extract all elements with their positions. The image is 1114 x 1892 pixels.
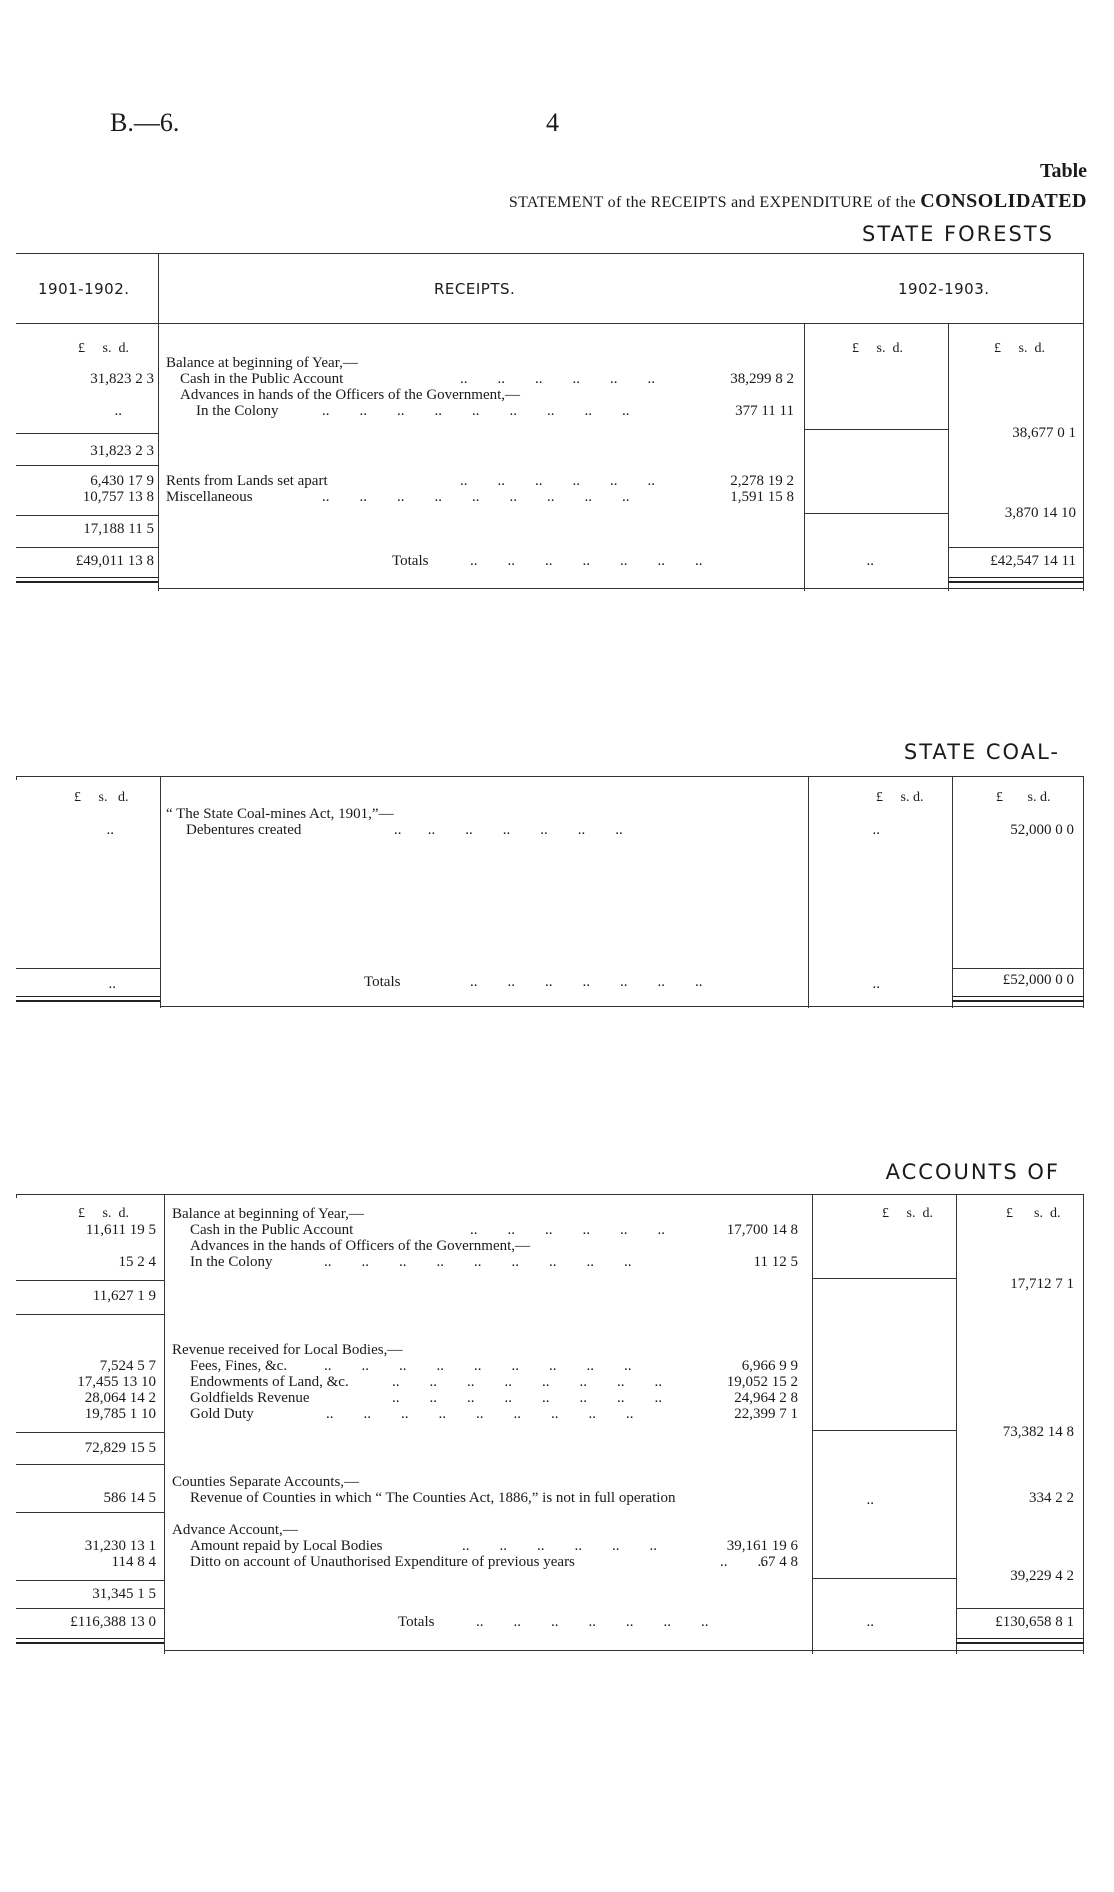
cash-curr: 17,700 14 8 — [726, 1222, 798, 1238]
totals-prev: .. — [108, 976, 116, 992]
accounts-title: ACCOUNTS OF — [885, 1160, 1060, 1184]
fees-label: Fees, Fines, &c. — [190, 1358, 288, 1374]
balance-heading: Balance at beginning of Year,— — [172, 1206, 364, 1222]
totals-mid: .. — [866, 1614, 874, 1630]
other-subtotal-prev: 17,188 11 5 — [83, 521, 154, 537]
statement-prefix: STATEMENT of the RECEIPTS and EXPENDITURE of the — [508, 194, 916, 211]
lsd-header-curr: £ s. d. — [994, 341, 1045, 356]
ditto-curr: 67 4 8 — [760, 1554, 798, 1570]
colony-prev: 15 2 4 — [118, 1254, 156, 1270]
balance-heading: Balance at beginning of Year,— — [166, 355, 358, 371]
endowments-label: Endowments of Land, &c. — [190, 1374, 349, 1390]
header-year-prev: 1901-1902. — [38, 280, 130, 298]
gold-duty-prev: 19,785 1 10 — [84, 1406, 156, 1422]
misc-prev: 10,757 13 8 — [82, 489, 154, 505]
lsd-header-mid: £ s. d. — [852, 341, 903, 356]
advances-heading: Advances in hands of the Officers of the Government,— — [180, 387, 521, 403]
revenue-subtotal-prev: 72,829 15 5 — [84, 1440, 156, 1456]
balance-subtotal-prev: 11,627 1 9 — [92, 1288, 156, 1304]
table-heading: Table — [1039, 160, 1087, 182]
leader-dots: .. .. .. .. .. .. .. .. .. — [322, 489, 630, 505]
rents-curr: 2,278 19 2 — [730, 473, 794, 489]
repaid-label: Amount repaid by Local Bodies — [190, 1538, 383, 1554]
gold-duty-curr: 22,399 7 1 — [734, 1406, 798, 1422]
lsd-header-mid: £ s. d. — [876, 790, 924, 805]
leader-dots: .. .. .. .. .. .. .. .. — [392, 1390, 662, 1406]
goldfields-prev: 28,064 14 2 — [84, 1390, 156, 1406]
leader-dots: .. .. .. .. .. .. .. — [394, 822, 623, 838]
counties-heading: Counties Separate Accounts,— — [172, 1474, 360, 1490]
lsd-header-prev: £ s. d. — [74, 790, 129, 805]
lsd-header-prev: £ s. d. — [78, 341, 129, 356]
colony-label: In the Colony — [190, 1254, 273, 1270]
leader-dots: .. .. .. .. .. .. — [470, 1222, 665, 1238]
totals-mid: .. — [872, 976, 880, 992]
state-forests-table — [16, 253, 1084, 591]
colony-prev: .. — [114, 403, 122, 419]
statement-bold-word: CONSOLIDATED — [920, 190, 1087, 212]
totals-curr: £130,658 8 1 — [995, 1614, 1074, 1630]
balance-subtotal-curr: 17,712 7 1 — [1010, 1276, 1074, 1292]
leader-dots: .. .. .. .. .. .. .. .. — [392, 1374, 662, 1390]
repaid-curr: 39,161 19 6 — [726, 1538, 798, 1554]
colony-label: In the Colony — [196, 403, 279, 419]
totals-mid: .. — [866, 553, 874, 569]
totals-label: Totals — [364, 974, 401, 990]
cash-label: Cash in the Public Account — [180, 371, 344, 387]
cash-prev: 11,611 19 5 — [85, 1222, 156, 1238]
header-year-curr: 1902-1903. — [898, 280, 990, 298]
advance-subtotal-curr: 39,229 4 2 — [1010, 1568, 1074, 1584]
fees-prev: 7,524 5 7 — [99, 1358, 156, 1374]
totals-curr: £52,000 0 0 — [1002, 972, 1074, 988]
totals-label: Totals — [392, 553, 429, 569]
leader-dots: .. .. .. .. .. .. .. .. .. — [322, 403, 630, 419]
state-forests-title: STATE FORESTS — [862, 222, 1054, 246]
page-reference: B.—6. — [110, 108, 180, 137]
leader-dots: .. .. .. .. .. .. .. .. .. — [324, 1358, 632, 1374]
colony-curr: 377 11 11 — [735, 403, 794, 419]
debentures-mid: .. — [872, 822, 880, 838]
rents-prev: 6,430 17 9 — [90, 473, 154, 489]
statement-title — [509, 190, 1087, 213]
goldfields-label: Goldfields Revenue — [190, 1390, 310, 1406]
debentures-prev: .. — [106, 822, 114, 838]
lsd-header-mid: £ s. d. — [882, 1206, 933, 1221]
cash-prev: 31,823 2 3 — [90, 371, 154, 387]
header-receipts: RECEIPTS. — [434, 280, 516, 298]
endowments-prev: 17,455 13 10 — [77, 1374, 156, 1390]
advance-heading: Advance Account,— — [172, 1522, 298, 1538]
misc-label: Miscellaneous — [166, 489, 253, 505]
leader-dots: .. .. — [720, 1554, 765, 1570]
endowments-curr: 19,052 15 2 — [726, 1374, 798, 1390]
revenue-subtotal-curr: 73,382 14 8 — [1002, 1424, 1074, 1440]
debentures-label: Debentures created — [186, 822, 302, 838]
counties-prev: 586 14 5 — [103, 1490, 156, 1506]
advances-heading: Advances in the hands of Officers of the Government,— — [190, 1238, 531, 1254]
leader-dots: .. .. .. .. .. .. .. — [470, 974, 703, 990]
misc-curr: 1,591 15 8 — [730, 489, 794, 505]
totals-prev: £49,011 13 8 — [75, 553, 154, 569]
leader-dots: .. .. .. .. .. .. — [460, 473, 655, 489]
counties-mid: .. — [866, 1492, 874, 1508]
goldfields-curr: 24,964 2 8 — [734, 1390, 798, 1406]
leader-dots: .. .. .. .. .. .. .. — [476, 1614, 709, 1630]
totals-prev: £116,388 13 0 — [70, 1614, 156, 1630]
accounts-table — [16, 1194, 1084, 1654]
revenue-heading: Revenue received for Local Bodies,— — [172, 1342, 403, 1358]
leader-dots: .. .. .. .. .. .. .. .. .. — [324, 1254, 632, 1270]
totals-curr: £42,547 14 11 — [990, 553, 1076, 569]
gold-duty-label: Gold Duty — [190, 1406, 254, 1422]
balance-subtotal-prev: 31,823 2 3 — [90, 443, 154, 459]
colony-curr: 11 12 5 — [753, 1254, 798, 1270]
state-coal-table — [16, 776, 1084, 1008]
repaid-prev: 31,230 13 1 — [84, 1538, 156, 1554]
counties-label: Revenue of Counties in which “ The Counties Act, 1886,” is not in full operation — [190, 1490, 676, 1506]
cash-label: Cash in the Public Account — [190, 1222, 354, 1238]
debentures-curr: 52,000 0 0 — [1010, 822, 1074, 838]
lsd-header-curr: £ s. d. — [1006, 1206, 1061, 1221]
page-number: 4 — [546, 108, 559, 137]
advance-subtotal-prev: 31,345 1 5 — [92, 1586, 156, 1602]
lsd-header-curr: £ s. d. — [996, 790, 1051, 805]
leader-dots: .. .. .. .. .. .. .. .. .. — [326, 1406, 634, 1422]
totals-label: Totals — [398, 1614, 435, 1630]
leader-dots: .. .. .. .. .. .. .. — [470, 553, 703, 569]
ditto-label: Ditto on account of Unauthorised Expenditure of previous years — [190, 1554, 575, 1570]
counties-curr: 334 2 2 — [1029, 1490, 1074, 1506]
leader-dots: .. .. .. .. .. .. — [460, 371, 655, 387]
rents-label: Rents from Lands set apart — [166, 473, 328, 489]
fees-curr: 6,966 9 9 — [741, 1358, 798, 1374]
balance-subtotal-curr: 38,677 0 1 — [1012, 425, 1076, 441]
state-coal-title: STATE COAL- — [903, 740, 1060, 764]
ditto-prev: 114 8 4 — [111, 1554, 156, 1570]
cash-curr: 38,299 8 2 — [730, 371, 794, 387]
leader-dots: .. .. .. .. .. .. — [462, 1538, 657, 1554]
act-heading: “ The State Coal-mines Act, 1901,”— — [166, 806, 394, 822]
lsd-header-prev: £ s. d. — [78, 1206, 129, 1221]
other-subtotal-curr: 3,870 14 10 — [1004, 505, 1076, 521]
